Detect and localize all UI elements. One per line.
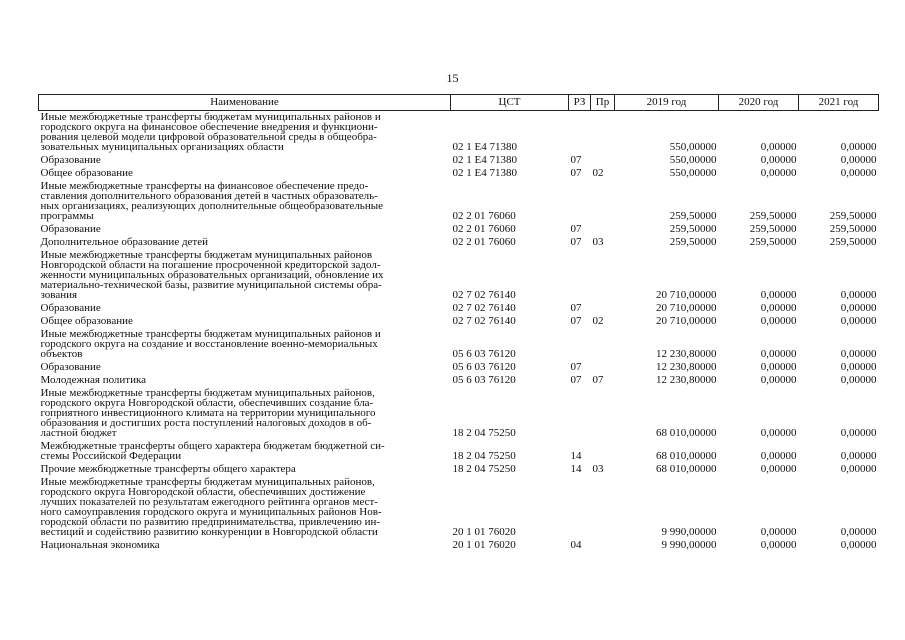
- table-row: [39, 374, 879, 387]
- row-pr: [591, 154, 615, 167]
- row-2019: 550,00000: [669, 141, 717, 153]
- row-name: [39, 315, 451, 328]
- row-2020: 0,00000: [760, 427, 797, 439]
- row-rz: 07: [570, 315, 582, 327]
- budget-table: [38, 94, 879, 552]
- row-2019: 550,00000: [669, 167, 717, 179]
- row-name-line: объектов: [40, 348, 83, 360]
- table-row: [39, 236, 879, 249]
- row-2021: 0,00000: [840, 450, 877, 462]
- table-row: [39, 180, 879, 223]
- row-name-line: вестиций и содействию развитию конкуренции в Новгородской области: [40, 526, 378, 538]
- table-body: [39, 111, 879, 553]
- row-2020: 0,00000: [760, 315, 797, 327]
- row-2019: 12 230,80000: [656, 374, 717, 386]
- row-name-line: Образование: [40, 154, 101, 166]
- row-name-line: зовательных муниципальных организациях области: [40, 141, 284, 153]
- row-name-line: Иные межбюджетные трансферты бюджетам муниципальных районов и: [40, 328, 381, 340]
- row-cst: 02 1 Е4 71380: [452, 141, 517, 153]
- row-2021: 0,00000: [840, 361, 877, 373]
- row-name: [39, 463, 451, 476]
- row-name: [39, 180, 451, 223]
- header-2020: 2020 год: [719, 95, 799, 111]
- row-name-line: ластной бюджет: [40, 427, 117, 439]
- row-rz: 07: [570, 154, 582, 166]
- row-name-line: ставления дополнительного образования детей в частных образователь-: [40, 190, 378, 202]
- row-name: [39, 111, 451, 155]
- row-cst: 20 1 01 76020: [452, 539, 516, 551]
- table-row: [39, 361, 879, 374]
- row-2020: 0,00000: [760, 463, 797, 475]
- row-2020: 0,00000: [760, 154, 797, 166]
- row-2019: 12 230,80000: [656, 348, 717, 360]
- table-row: [39, 328, 879, 361]
- row-2020: 259,50000: [749, 236, 797, 248]
- row-name: [39, 249, 451, 302]
- row-2019: 9 990,00000: [661, 526, 717, 538]
- row-cst: 02 7 02 76140: [452, 289, 516, 301]
- table-row: [39, 387, 879, 440]
- row-pr: [591, 302, 615, 315]
- row-name: [39, 539, 451, 552]
- row-cst: 05 6 03 76120: [452, 374, 516, 386]
- row-pr: [591, 328, 615, 361]
- row-2019: 12 230,80000: [656, 361, 717, 373]
- row-2020: 0,00000: [760, 361, 797, 373]
- table-row: [39, 111, 879, 155]
- row-2020: 259,50000: [749, 210, 797, 222]
- row-pr: [591, 249, 615, 302]
- row-pr: [591, 361, 615, 374]
- row-pr: 03: [592, 463, 604, 475]
- row-name-line: Образование: [40, 361, 101, 373]
- row-2020: 259,50000: [749, 223, 797, 235]
- row-2021: 0,00000: [840, 154, 877, 166]
- row-cst: 02 2 01 76060: [452, 210, 516, 222]
- row-name-line: Образование: [40, 302, 101, 314]
- row-2021: 0,00000: [840, 374, 877, 386]
- row-rz: 07: [570, 236, 582, 248]
- row-rz: [569, 249, 591, 302]
- row-cst: 02 2 01 76060: [452, 223, 516, 235]
- row-2021: 0,00000: [840, 348, 877, 360]
- row-name: [39, 387, 451, 440]
- header-rz: РЗ: [569, 95, 591, 111]
- row-name-line: Прочие межбюджетные трансферты общего характера: [40, 463, 296, 475]
- row-rz: 07: [570, 302, 582, 314]
- row-rz: [569, 328, 591, 361]
- table-header-row: [39, 95, 879, 111]
- row-2020: 0,00000: [760, 374, 797, 386]
- row-2021: 259,50000: [829, 223, 877, 235]
- row-2019: 68 010,00000: [656, 463, 717, 475]
- row-name-line: Образование: [40, 223, 101, 235]
- row-2021: 0,00000: [840, 539, 877, 551]
- row-2019: 259,50000: [669, 236, 717, 248]
- header-2021: 2021 год: [799, 95, 879, 111]
- row-pr: [591, 111, 615, 155]
- row-name: [39, 236, 451, 249]
- row-2019: 20 710,00000: [656, 289, 717, 301]
- row-2020: 0,00000: [760, 289, 797, 301]
- row-name-line: зования: [40, 289, 78, 301]
- row-name-line: гоприятного инвестиционного климата на территории муниципального: [40, 407, 376, 419]
- row-rz: [569, 476, 591, 539]
- row-name-line: городской области по развитию предпринимательства, привлечению ин-: [40, 516, 381, 528]
- row-2021: 0,00000: [840, 315, 877, 327]
- row-name-line: городского округа Новгородской области, обеспечивших создание бла-: [40, 397, 374, 409]
- row-2021: 0,00000: [840, 463, 877, 475]
- row-name-line: Общее образование: [40, 167, 133, 179]
- row-name-line: материально-технической базы, развитие муниципальной системы обра-: [40, 279, 382, 291]
- row-name: [39, 154, 451, 167]
- row-name-line: Иные межбюджетные трансферты бюджетам муниципальных районов: [40, 249, 373, 261]
- row-name-line: рования целевой модели цифровой образовательной среды в общеобра-: [40, 131, 377, 143]
- row-name-line: лучших показателей по результатам ежегодного рейтинга органов мест-: [40, 496, 378, 508]
- row-cst: 18 2 04 75250: [452, 463, 516, 475]
- row-2021: 0,00000: [840, 302, 877, 314]
- row-rz: 07: [570, 223, 582, 235]
- row-name-line: Молодежная политика: [40, 374, 147, 386]
- row-name: [39, 302, 451, 315]
- row-cst: 18 2 04 75250: [452, 427, 516, 439]
- row-pr: [591, 476, 615, 539]
- row-2021: 0,00000: [840, 526, 877, 538]
- row-name: [39, 476, 451, 539]
- header-pr: Пр: [591, 95, 615, 111]
- row-pr: 03: [592, 236, 604, 248]
- table-row: [39, 154, 879, 167]
- row-name-line: программы: [40, 210, 94, 222]
- row-2019: 9 990,00000: [661, 539, 717, 551]
- table-row: [39, 223, 879, 236]
- table-row: [39, 249, 879, 302]
- row-pr: 02: [592, 315, 604, 327]
- row-pr: [591, 440, 615, 463]
- row-2019: 20 710,00000: [656, 302, 717, 314]
- row-2020: 0,00000: [760, 539, 797, 551]
- row-2020: 0,00000: [760, 302, 797, 314]
- row-cst: 05 6 03 76120: [452, 348, 516, 360]
- row-name: [39, 223, 451, 236]
- row-rz: 04: [570, 539, 582, 551]
- header-cst: ЦСТ: [451, 95, 569, 111]
- row-2021: 259,50000: [829, 210, 877, 222]
- row-pr: 07: [592, 374, 604, 386]
- row-name-line: Новгородской области на погашение просроченной кредиторской задол-: [40, 259, 381, 271]
- row-name-line: Национальная экономика: [40, 539, 160, 551]
- row-pr: [591, 223, 615, 236]
- table-row: [39, 440, 879, 463]
- row-rz: [569, 111, 591, 155]
- row-name: [39, 440, 451, 463]
- row-cst: 02 7 02 76140: [452, 315, 516, 327]
- header-name: Наименование: [39, 95, 451, 111]
- row-rz: [569, 387, 591, 440]
- row-2019: 550,00000: [669, 154, 717, 166]
- row-name-line: городского округа на финансовое обеспечение внедрения и функциони-: [40, 121, 378, 133]
- row-pr: [591, 180, 615, 223]
- row-name-line: ных организациях, реализующих дополнительные общеобразовательные: [40, 200, 383, 212]
- row-rz: 07: [570, 361, 582, 373]
- row-name: [39, 361, 451, 374]
- table-row: [39, 539, 879, 552]
- row-name-line: ного самоуправления городского округа и муниципальных районов Нов-: [40, 506, 382, 518]
- row-2020: 0,00000: [760, 141, 797, 153]
- row-cst: 18 2 04 75250: [452, 450, 516, 462]
- row-2020: 0,00000: [760, 167, 797, 179]
- row-cst: 02 1 Е4 71380: [452, 154, 517, 166]
- row-rz: 14: [570, 463, 582, 475]
- row-rz: 07: [570, 167, 582, 179]
- row-name-line: Иные межбюджетные трансферты бюджетам муниципальных районов и: [40, 111, 381, 123]
- header-2019: 2019 год: [615, 95, 719, 111]
- page-number: 15: [446, 71, 459, 85]
- row-name-line: женности муниципальных образовательных организаций, обновление их: [40, 269, 384, 281]
- row-2021: 0,00000: [840, 167, 877, 179]
- table-row: [39, 302, 879, 315]
- row-name-line: Дополнительное образование детей: [40, 236, 209, 248]
- row-2019: 259,50000: [669, 223, 717, 235]
- row-2021: 0,00000: [840, 427, 877, 439]
- row-name-line: городского округа Новгородской области, обеспечивших достижение: [40, 486, 366, 498]
- row-name-line: Общее образование: [40, 315, 133, 327]
- row-cst: 02 1 Е4 71380: [452, 167, 517, 179]
- row-pr: [591, 387, 615, 440]
- row-cst: 20 1 01 76020: [452, 526, 516, 538]
- row-2021: 259,50000: [829, 236, 877, 248]
- row-name-line: стемы Российской Федерации: [40, 450, 182, 462]
- row-name-line: городского округа на создание и восстановление военно-мемориальных: [40, 338, 378, 350]
- row-cst: 02 2 01 76060: [452, 236, 516, 248]
- row-name-line: Иные межбюджетные трансферты бюджетам муниципальных районов,: [40, 387, 375, 399]
- row-name: [39, 374, 451, 387]
- row-name-line: Иные межбюджетные трансферты бюджетам муниципальных районов,: [40, 476, 375, 488]
- table-row: [39, 167, 879, 180]
- row-2019: 20 710,00000: [656, 315, 717, 327]
- row-name: [39, 167, 451, 180]
- row-name-line: Межбюджетные трансферты общего характера бюджетам бюджетной си-: [40, 440, 385, 452]
- row-pr: [591, 539, 615, 552]
- row-2019: 259,50000: [669, 210, 717, 222]
- row-rz: [569, 180, 591, 223]
- row-2021: 0,00000: [840, 141, 877, 153]
- row-rz: 14: [570, 450, 582, 462]
- row-2020: 0,00000: [760, 450, 797, 462]
- row-name-line: Иные межбюджетные трансферты на финансовое обеспечение предо-: [40, 180, 369, 192]
- row-rz: 07: [570, 374, 582, 386]
- row-2020: 0,00000: [760, 348, 797, 360]
- row-name-line: образования и достигших роста поступлений налоговых доходов в об-: [40, 417, 372, 429]
- row-pr: 02: [592, 167, 604, 179]
- row-cst: 02 7 02 76140: [452, 302, 516, 314]
- row-2019: 68 010,00000: [656, 427, 717, 439]
- row-2020: 0,00000: [760, 526, 797, 538]
- table-row: [39, 315, 879, 328]
- row-name: [39, 328, 451, 361]
- table-row: [39, 463, 879, 476]
- table-row: [39, 476, 879, 539]
- row-2019: 68 010,00000: [656, 450, 717, 462]
- row-2021: 0,00000: [840, 289, 877, 301]
- row-cst: 05 6 03 76120: [452, 361, 516, 373]
